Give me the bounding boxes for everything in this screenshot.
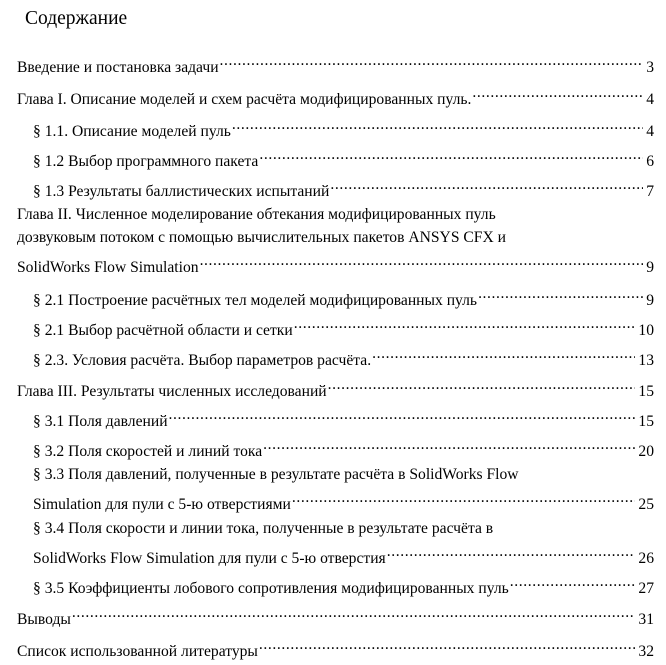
dot-leader [262, 433, 635, 456]
toc-entry-chapter-2[interactable] [17, 203, 654, 279]
toc-title: Содержание [25, 8, 128, 29]
toc-page-number: 15 [638, 383, 654, 400]
toc-entry-section-3-1[interactable] [33, 403, 654, 433]
toc-row [33, 570, 654, 600]
toc-entry-label: Выводы [17, 611, 71, 628]
toc-page-number: 9 [646, 292, 654, 309]
toc-row [33, 282, 654, 312]
dot-leader [477, 282, 643, 305]
dot-leader [71, 601, 636, 624]
toc-entry-label: Глава I. Описание моделей и схем расчёта модифицированных пуль. [17, 91, 472, 108]
toc-entry-section-1-2[interactable] [33, 143, 654, 173]
toc-entry-introduction[interactable] [17, 49, 654, 79]
toc-entry-label: § 2.1 Выбор расчётной области и сетки [33, 322, 293, 339]
toc-entry-label: § 3.1 Поля давлений [33, 413, 168, 430]
toc-page-number: 4 [646, 91, 654, 108]
toc-row [33, 433, 654, 463]
toc-entry-line: § 3.4 Поля скорости и линии тока, полученные в результате расчёта в [33, 520, 494, 537]
toc-row [17, 249, 654, 279]
dot-leader [293, 312, 636, 335]
toc-row [33, 486, 654, 516]
toc-page-number: 25 [638, 496, 654, 513]
toc-row [17, 49, 654, 79]
toc-entry-section-2-1-bodies[interactable] [33, 282, 654, 312]
toc-row [33, 312, 654, 342]
toc-entry-section-2-3[interactable] [33, 342, 654, 372]
toc-page-number: 32 [638, 643, 654, 660]
toc-page-number: 20 [638, 443, 654, 460]
dot-leader [371, 342, 635, 365]
toc-entry-section-3-4[interactable] [33, 517, 654, 570]
dot-leader [291, 486, 636, 509]
toc-row [33, 113, 654, 143]
toc-entry-label: § 1.3 Результаты баллистических испытаний [33, 183, 330, 200]
dot-leader [509, 570, 636, 593]
toc-entry-section-3-2[interactable] [33, 433, 654, 463]
toc-page-number: 15 [638, 413, 654, 430]
dot-leader [258, 633, 635, 656]
toc-row [33, 403, 654, 433]
toc-entry-label: SolidWorks Flow Simulation для пули с 5-ю отверстия [33, 550, 386, 567]
toc-row [33, 540, 654, 570]
toc-row [33, 173, 654, 203]
toc-entry-label: § 2.3. Условия расчёта. Выбор параметров расчёта. [33, 352, 372, 369]
dot-leader [471, 81, 643, 104]
dot-leader [199, 249, 644, 272]
toc-entry-section-3-5[interactable] [33, 570, 654, 600]
toc-page-number: 13 [638, 352, 654, 369]
toc-page-number: 7 [646, 183, 654, 200]
toc-row [17, 373, 654, 403]
dot-leader [386, 540, 636, 563]
toc-page-number: 31 [638, 611, 654, 628]
toc-entry-conclusions[interactable] [17, 601, 654, 631]
toc-page-number: 27 [638, 580, 654, 597]
dot-leader [168, 403, 636, 426]
toc-entry-label: Список использованной литературы [17, 643, 258, 660]
toc-entry-label: § 1.1. Описание моделей пуль [33, 123, 231, 140]
dot-leader [231, 113, 643, 136]
toc-entry-label: § 3.2 Поля скоростей и линий тока [33, 443, 263, 460]
toc-entry-label: SolidWorks Flow Simulation [17, 259, 199, 276]
toc-row [33, 342, 654, 372]
toc-page-number: 3 [646, 59, 654, 76]
toc-entry-line: дозвуковым потоком с помощью вычислительных пакетов ANSYS CFX и [17, 229, 506, 246]
toc-page-number: 9 [646, 259, 654, 276]
dot-leader [258, 143, 643, 166]
toc-entry-section-1-3[interactable] [33, 173, 654, 203]
toc-row [17, 601, 654, 631]
dot-leader [219, 49, 644, 72]
dot-leader [327, 373, 636, 396]
toc-page-number: 26 [638, 550, 654, 567]
toc-entry-label: § 1.2 Выбор программного пакета [33, 153, 259, 170]
toc-page-number: 4 [646, 123, 654, 140]
toc-entry-label: Simulation для пули с 5-ю отверстиями [33, 496, 291, 513]
toc-row [33, 143, 654, 173]
toc-row [17, 81, 654, 111]
toc-entry-references[interactable] [17, 633, 654, 663]
toc-entry-section-1-1[interactable] [33, 113, 654, 143]
toc-entry-chapter-1[interactable] [17, 81, 654, 111]
dot-leader [329, 173, 643, 196]
toc-entry-label: Введение и постановка задачи [17, 59, 219, 76]
toc-entry-label: Глава III. Результаты численных исследований [17, 383, 327, 400]
toc-page-number: 10 [638, 322, 654, 339]
toc-entry-section-2-1-domain[interactable] [33, 312, 654, 342]
toc-entry-chapter-3[interactable] [17, 373, 654, 403]
toc-page-number: 6 [646, 153, 654, 170]
toc-row [17, 633, 654, 663]
toc-entry-line: § 3.3 Поля давлений, полученные в результате расчёта в SolidWorks Flow [33, 466, 519, 483]
toc-entry-label: § 2.1 Построение расчётных тел моделей модифицированных пуль [33, 292, 478, 309]
toc-entry-line: Глава II. Численное моделирование обтекания модифицированных пуль [17, 206, 496, 223]
toc-entry-label: § 3.5 Коэффициенты лобового сопротивления модифицированных пуль [33, 580, 509, 597]
toc-entry-section-3-3[interactable] [33, 463, 654, 516]
